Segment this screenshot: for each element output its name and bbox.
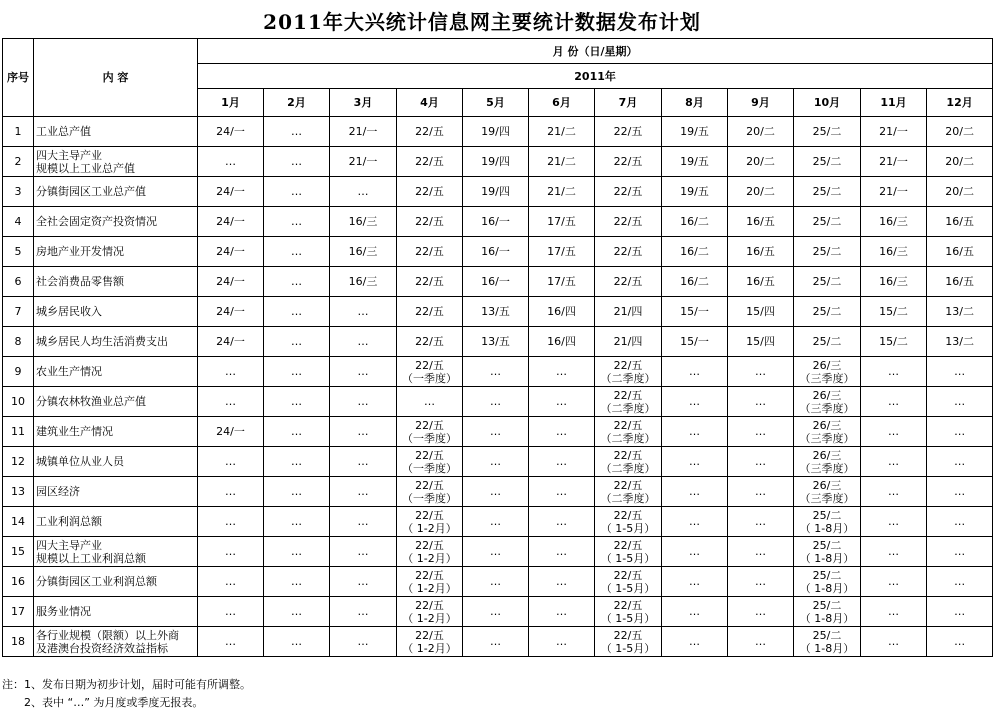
schedule-cell: … [330, 447, 397, 477]
schedule-cell: … [463, 597, 529, 627]
row-number: 1 [3, 117, 34, 147]
schedule-cell: 20/二 [927, 147, 993, 177]
header-month: 12月 [927, 89, 993, 117]
release-schedule-table [2, 38, 993, 657]
row-number: 8 [3, 327, 34, 357]
schedule-cell: 15/四 [728, 297, 794, 327]
schedule-cell: 21/四 [595, 327, 662, 357]
schedule-cell: … [198, 147, 264, 177]
schedule-cell: … [198, 627, 264, 657]
schedule-cell: 22/五 （二季度） [595, 447, 662, 477]
schedule-cell: 15/一 [662, 327, 728, 357]
schedule-cell: … [861, 537, 927, 567]
header-month: 8月 [662, 89, 728, 117]
schedule-cell: … [927, 417, 993, 447]
schedule-cell: 16/三 [861, 207, 927, 237]
schedule-cell: 15/一 [662, 297, 728, 327]
row-content: 四大主导产业 规模以上工业总产值 [34, 147, 198, 177]
schedule-cell: … [728, 357, 794, 387]
schedule-cell: 22/五 （ 1-5月） [595, 627, 662, 657]
schedule-cell: … [861, 627, 927, 657]
row-content: 分镇农林牧渔业总产值 [34, 387, 198, 417]
row-content: 城乡居民收入 [34, 297, 198, 327]
schedule-cell: 22/五 （ 1-5月） [595, 507, 662, 537]
schedule-cell: … [330, 567, 397, 597]
schedule-cell: … [728, 417, 794, 447]
schedule-cell: … [198, 447, 264, 477]
schedule-cell: … [861, 477, 927, 507]
row-content: 农业生产情况 [34, 357, 198, 387]
schedule-cell: … [198, 357, 264, 387]
schedule-cell: … [264, 147, 330, 177]
table-row [3, 297, 993, 327]
schedule-cell: … [728, 537, 794, 567]
schedule-cell: 24/一 [198, 327, 264, 357]
schedule-cell: … [264, 567, 330, 597]
schedule-cell: 22/五 [397, 327, 463, 357]
schedule-cell: … [728, 627, 794, 657]
row-number: 3 [3, 177, 34, 207]
table-row [3, 477, 993, 507]
row-number: 17 [3, 597, 34, 627]
table-row [3, 447, 993, 477]
schedule-cell: … [662, 567, 728, 597]
schedule-cell: 16/三 [861, 267, 927, 297]
schedule-cell: 24/一 [198, 267, 264, 297]
schedule-cell: 25/二 [794, 237, 861, 267]
header-content: 内 容 [34, 39, 198, 117]
schedule-cell: 15/四 [728, 327, 794, 357]
schedule-cell: … [728, 507, 794, 537]
schedule-cell: 15/二 [861, 297, 927, 327]
schedule-cell: … [861, 567, 927, 597]
header-year: 2011年 [198, 64, 993, 89]
schedule-cell: 26/三 （三季度） [794, 357, 861, 387]
table-row [3, 267, 993, 297]
schedule-cell: … [463, 567, 529, 597]
schedule-cell: 16/四 [529, 297, 595, 327]
schedule-cell: … [264, 237, 330, 267]
schedule-cell: … [330, 297, 397, 327]
schedule-cell: … [198, 387, 264, 417]
table-row [3, 147, 993, 177]
schedule-cell: 16/三 [330, 267, 397, 297]
schedule-cell: … [927, 447, 993, 477]
schedule-cell: 22/五 （一季度） [397, 357, 463, 387]
schedule-cell: 17/五 [529, 207, 595, 237]
table-row [3, 627, 993, 657]
schedule-cell: 21/二 [529, 177, 595, 207]
schedule-cell: 25/二 （ 1-8月） [794, 567, 861, 597]
schedule-cell: 16/五 [927, 207, 993, 237]
schedule-cell: … [264, 117, 330, 147]
schedule-cell: … [927, 627, 993, 657]
schedule-cell: 22/五 （ 1-5月） [595, 537, 662, 567]
schedule-cell: … [330, 507, 397, 537]
table-row [3, 567, 993, 597]
header-month: 1月 [198, 89, 264, 117]
row-content: 服务业情况 [34, 597, 198, 627]
schedule-cell: 21/二 [529, 147, 595, 177]
schedule-cell: 16/四 [529, 327, 595, 357]
schedule-cell: … [330, 177, 397, 207]
schedule-cell: … [264, 417, 330, 447]
row-number: 16 [3, 567, 34, 597]
schedule-cell: … [198, 567, 264, 597]
schedule-cell: 16/三 [861, 237, 927, 267]
schedule-cell: 16/一 [463, 237, 529, 267]
schedule-cell: 22/五 [397, 267, 463, 297]
schedule-cell: 26/三 （三季度） [794, 417, 861, 447]
schedule-cell: 24/一 [198, 297, 264, 327]
schedule-cell: … [264, 267, 330, 297]
schedule-cell: … [198, 537, 264, 567]
schedule-cell: … [264, 387, 330, 417]
schedule-cell: 16/一 [463, 267, 529, 297]
schedule-cell: 22/五 [595, 117, 662, 147]
schedule-cell: 21/一 [861, 177, 927, 207]
row-number: 13 [3, 477, 34, 507]
schedule-cell: 21/一 [330, 147, 397, 177]
row-content: 四大主导产业 规模以上工业利润总额 [34, 537, 198, 567]
header-month: 3月 [330, 89, 397, 117]
schedule-cell: 22/五 [595, 147, 662, 177]
schedule-cell: 16/五 [927, 267, 993, 297]
schedule-cell: 16/一 [463, 207, 529, 237]
schedule-cell: … [198, 597, 264, 627]
schedule-cell: … [264, 477, 330, 507]
table-row [3, 207, 993, 237]
header-month: 4月 [397, 89, 463, 117]
row-number: 12 [3, 447, 34, 477]
row-number: 10 [3, 387, 34, 417]
schedule-cell: 16/五 [728, 207, 794, 237]
schedule-cell: … [330, 597, 397, 627]
schedule-cell: 22/五 [397, 147, 463, 177]
schedule-cell: 25/二 （ 1-8月） [794, 597, 861, 627]
schedule-cell: … [529, 387, 595, 417]
schedule-cell: 22/五 [595, 177, 662, 207]
schedule-cell: … [330, 387, 397, 417]
row-content: 各行业规模（限额）以上外商 及港澳台投资经济效益指标 [34, 627, 198, 657]
table-row [3, 327, 993, 357]
schedule-cell: 22/五 [595, 207, 662, 237]
schedule-cell: 22/五 [397, 207, 463, 237]
schedule-cell: 17/五 [529, 237, 595, 267]
schedule-cell: … [264, 327, 330, 357]
schedule-cell: 16/五 [728, 267, 794, 297]
schedule-cell: 19/五 [662, 117, 728, 147]
schedule-cell: 25/二 （ 1-8月） [794, 507, 861, 537]
schedule-cell: 22/五 （ 1-5月） [595, 567, 662, 597]
row-content: 分镇街园区工业总产值 [34, 177, 198, 207]
row-number: 9 [3, 357, 34, 387]
schedule-cell: 13/二 [927, 327, 993, 357]
schedule-cell: 20/二 [728, 177, 794, 207]
schedule-cell: … [662, 417, 728, 447]
schedule-cell: 17/五 [529, 267, 595, 297]
table-row [3, 507, 993, 537]
schedule-cell: 22/五 （一季度） [397, 417, 463, 447]
schedule-cell: … [662, 357, 728, 387]
row-number: 4 [3, 207, 34, 237]
schedule-cell: … [198, 477, 264, 507]
header-month: 11月 [861, 89, 927, 117]
schedule-cell: … [463, 507, 529, 537]
schedule-cell: 20/二 [728, 117, 794, 147]
schedule-cell: … [861, 597, 927, 627]
row-number: 2 [3, 147, 34, 177]
header-month: 2月 [264, 89, 330, 117]
row-content: 城乡居民人均生活消费支出 [34, 327, 198, 357]
table-row [3, 387, 993, 417]
table-row [3, 117, 993, 147]
schedule-cell: 24/一 [198, 237, 264, 267]
schedule-cell: … [463, 537, 529, 567]
schedule-cell: 22/五 （ 1-2月） [397, 537, 463, 567]
schedule-cell: … [728, 597, 794, 627]
schedule-cell: 22/五 （二季度） [595, 417, 662, 447]
schedule-cell: 20/二 [927, 117, 993, 147]
row-content: 社会消费品零售额 [34, 267, 198, 297]
header-month: 5月 [463, 89, 529, 117]
schedule-cell: … [198, 507, 264, 537]
table-row [3, 177, 993, 207]
row-content: 全社会固定资产投资情况 [34, 207, 198, 237]
schedule-cell: … [861, 417, 927, 447]
schedule-cell: 16/二 [662, 207, 728, 237]
schedule-cell: … [264, 357, 330, 387]
schedule-cell: 22/五 （ 1-2月） [397, 597, 463, 627]
schedule-cell: 25/二 [794, 267, 861, 297]
schedule-cell: 16/二 [662, 267, 728, 297]
schedule-cell: … [264, 507, 330, 537]
schedule-cell: … [728, 567, 794, 597]
header-month: 9月 [728, 89, 794, 117]
schedule-cell: … [927, 357, 993, 387]
schedule-cell: 25/二 [794, 207, 861, 237]
page-title: 2011年大兴统计信息网主要统计数据发布计划 [263, 10, 701, 34]
row-number: 7 [3, 297, 34, 327]
schedule-cell: 15/二 [861, 327, 927, 357]
schedule-cell: 22/五 （ 1-2月） [397, 627, 463, 657]
schedule-cell: … [330, 327, 397, 357]
schedule-cell: … [728, 447, 794, 477]
schedule-cell: 16/三 [330, 207, 397, 237]
schedule-cell: 22/五 （二季度） [595, 357, 662, 387]
schedule-cell: 25/二 [794, 117, 861, 147]
schedule-cell: 25/二 （ 1-8月） [794, 627, 861, 657]
schedule-cell: … [330, 537, 397, 567]
schedule-cell: 21/一 [861, 147, 927, 177]
schedule-cell: 24/一 [198, 117, 264, 147]
schedule-cell: 22/五 [397, 117, 463, 147]
notes [2, 676, 251, 712]
schedule-cell: 21/一 [861, 117, 927, 147]
schedule-cell: … [529, 357, 595, 387]
schedule-cell: … [397, 387, 463, 417]
header-month: 6月 [529, 89, 595, 117]
schedule-cell: … [529, 567, 595, 597]
schedule-cell: … [463, 417, 529, 447]
schedule-cell: 25/二 [794, 147, 861, 177]
schedule-cell: 19/四 [463, 117, 529, 147]
table-row [3, 357, 993, 387]
row-content: 园区经济 [34, 477, 198, 507]
schedule-cell: 13/五 [463, 327, 529, 357]
schedule-cell: … [529, 597, 595, 627]
schedule-cell: … [662, 447, 728, 477]
schedule-cell: 16/五 [728, 237, 794, 267]
schedule-cell: … [728, 477, 794, 507]
schedule-cell: 20/二 [927, 177, 993, 207]
schedule-cell: 22/五 [397, 297, 463, 327]
schedule-cell: 22/五 [397, 237, 463, 267]
schedule-cell: 16/五 [927, 237, 993, 267]
schedule-cell: … [463, 627, 529, 657]
schedule-cell: 25/二 [794, 177, 861, 207]
schedule-cell: … [463, 447, 529, 477]
schedule-cell: … [728, 387, 794, 417]
header-month: 7月 [595, 89, 662, 117]
schedule-cell: 22/五 [397, 177, 463, 207]
schedule-cell: … [463, 477, 529, 507]
schedule-cell: 22/五 [595, 237, 662, 267]
row-content: 工业总产值 [34, 117, 198, 147]
header-seq: 序号 [3, 39, 34, 117]
schedule-cell: 24/一 [198, 207, 264, 237]
schedule-cell: … [264, 297, 330, 327]
schedule-cell: 22/五 （一季度） [397, 447, 463, 477]
row-content: 城镇单位从业人员 [34, 447, 198, 477]
schedule-cell: 21/一 [330, 117, 397, 147]
schedule-cell: … [861, 357, 927, 387]
schedule-cell: 25/二 [794, 297, 861, 327]
schedule-cell: … [463, 387, 529, 417]
schedule-cell: … [529, 507, 595, 537]
schedule-cell: 21/二 [529, 117, 595, 147]
schedule-cell: … [529, 447, 595, 477]
schedule-cell: 13/五 [463, 297, 529, 327]
schedule-cell: … [529, 627, 595, 657]
row-content: 分镇街园区工业利润总额 [34, 567, 198, 597]
schedule-cell: … [529, 537, 595, 567]
schedule-cell: … [861, 387, 927, 417]
schedule-cell: … [662, 627, 728, 657]
row-content: 工业利润总额 [34, 507, 198, 537]
row-number: 15 [3, 537, 34, 567]
schedule-cell: 22/五 （ 1-5月） [595, 597, 662, 627]
schedule-cell: 19/四 [463, 177, 529, 207]
schedule-cell: … [330, 417, 397, 447]
table-row [3, 537, 993, 567]
schedule-cell: 24/一 [198, 417, 264, 447]
schedule-cell: 21/四 [595, 297, 662, 327]
row-number: 18 [3, 627, 34, 657]
schedule-cell: … [463, 357, 529, 387]
row-number: 6 [3, 267, 34, 297]
schedule-cell: … [662, 597, 728, 627]
schedule-cell: … [927, 387, 993, 417]
header-month: 10月 [794, 89, 861, 117]
schedule-cell: 25/二 [794, 327, 861, 357]
schedule-cell: … [264, 177, 330, 207]
table-row [3, 597, 993, 627]
schedule-cell: … [927, 567, 993, 597]
table-row [3, 417, 993, 447]
schedule-cell: 16/三 [330, 237, 397, 267]
schedule-cell: 20/二 [728, 147, 794, 177]
schedule-cell: … [662, 537, 728, 567]
schedule-cell: … [529, 417, 595, 447]
schedule-cell: … [662, 507, 728, 537]
schedule-cell: 22/五 （ 1-2月） [397, 567, 463, 597]
schedule-cell: 26/三 （三季度） [794, 387, 861, 417]
schedule-cell: 24/一 [198, 177, 264, 207]
schedule-cell: … [330, 357, 397, 387]
schedule-cell: 26/三 （三季度） [794, 447, 861, 477]
schedule-cell: … [264, 627, 330, 657]
schedule-cell: 19/四 [463, 147, 529, 177]
schedule-cell: … [264, 537, 330, 567]
row-number: 11 [3, 417, 34, 447]
schedule-cell: 26/三 （三季度） [794, 477, 861, 507]
schedule-cell: 19/五 [662, 177, 728, 207]
table-row [3, 237, 993, 267]
schedule-cell: … [662, 387, 728, 417]
schedule-cell: 19/五 [662, 147, 728, 177]
note-1: 注：1、发布日期为初步计划，届时可能有所调整。 [2, 678, 251, 691]
schedule-cell: … [861, 507, 927, 537]
row-number: 5 [3, 237, 34, 267]
schedule-cell: … [264, 447, 330, 477]
schedule-cell: … [927, 597, 993, 627]
schedule-cell: … [330, 627, 397, 657]
schedule-cell: 22/五 （一季度） [397, 477, 463, 507]
schedule-cell: … [861, 447, 927, 477]
schedule-cell: 22/五 （二季度） [595, 387, 662, 417]
note-2: 2、表中 “…” 为月度或季度无报表。 [24, 696, 204, 709]
schedule-cell: … [927, 537, 993, 567]
schedule-cell: … [662, 477, 728, 507]
schedule-cell: 16/二 [662, 237, 728, 267]
header-month-caption: 月 份（日/星期） [198, 39, 993, 64]
row-number: 14 [3, 507, 34, 537]
schedule-cell: … [529, 477, 595, 507]
schedule-cell: 13/二 [927, 297, 993, 327]
schedule-cell: … [927, 507, 993, 537]
schedule-cell: … [927, 477, 993, 507]
schedule-cell: 22/五 [595, 267, 662, 297]
row-content: 房地产业开发情况 [34, 237, 198, 267]
schedule-cell: … [330, 477, 397, 507]
schedule-cell: 25/二 （ 1-8月） [794, 537, 861, 567]
row-content: 建筑业生产情况 [34, 417, 198, 447]
schedule-cell: 22/五 （ 1-2月） [397, 507, 463, 537]
schedule-cell: 22/五 （二季度） [595, 477, 662, 507]
schedule-cell: … [264, 207, 330, 237]
schedule-cell: … [264, 597, 330, 627]
